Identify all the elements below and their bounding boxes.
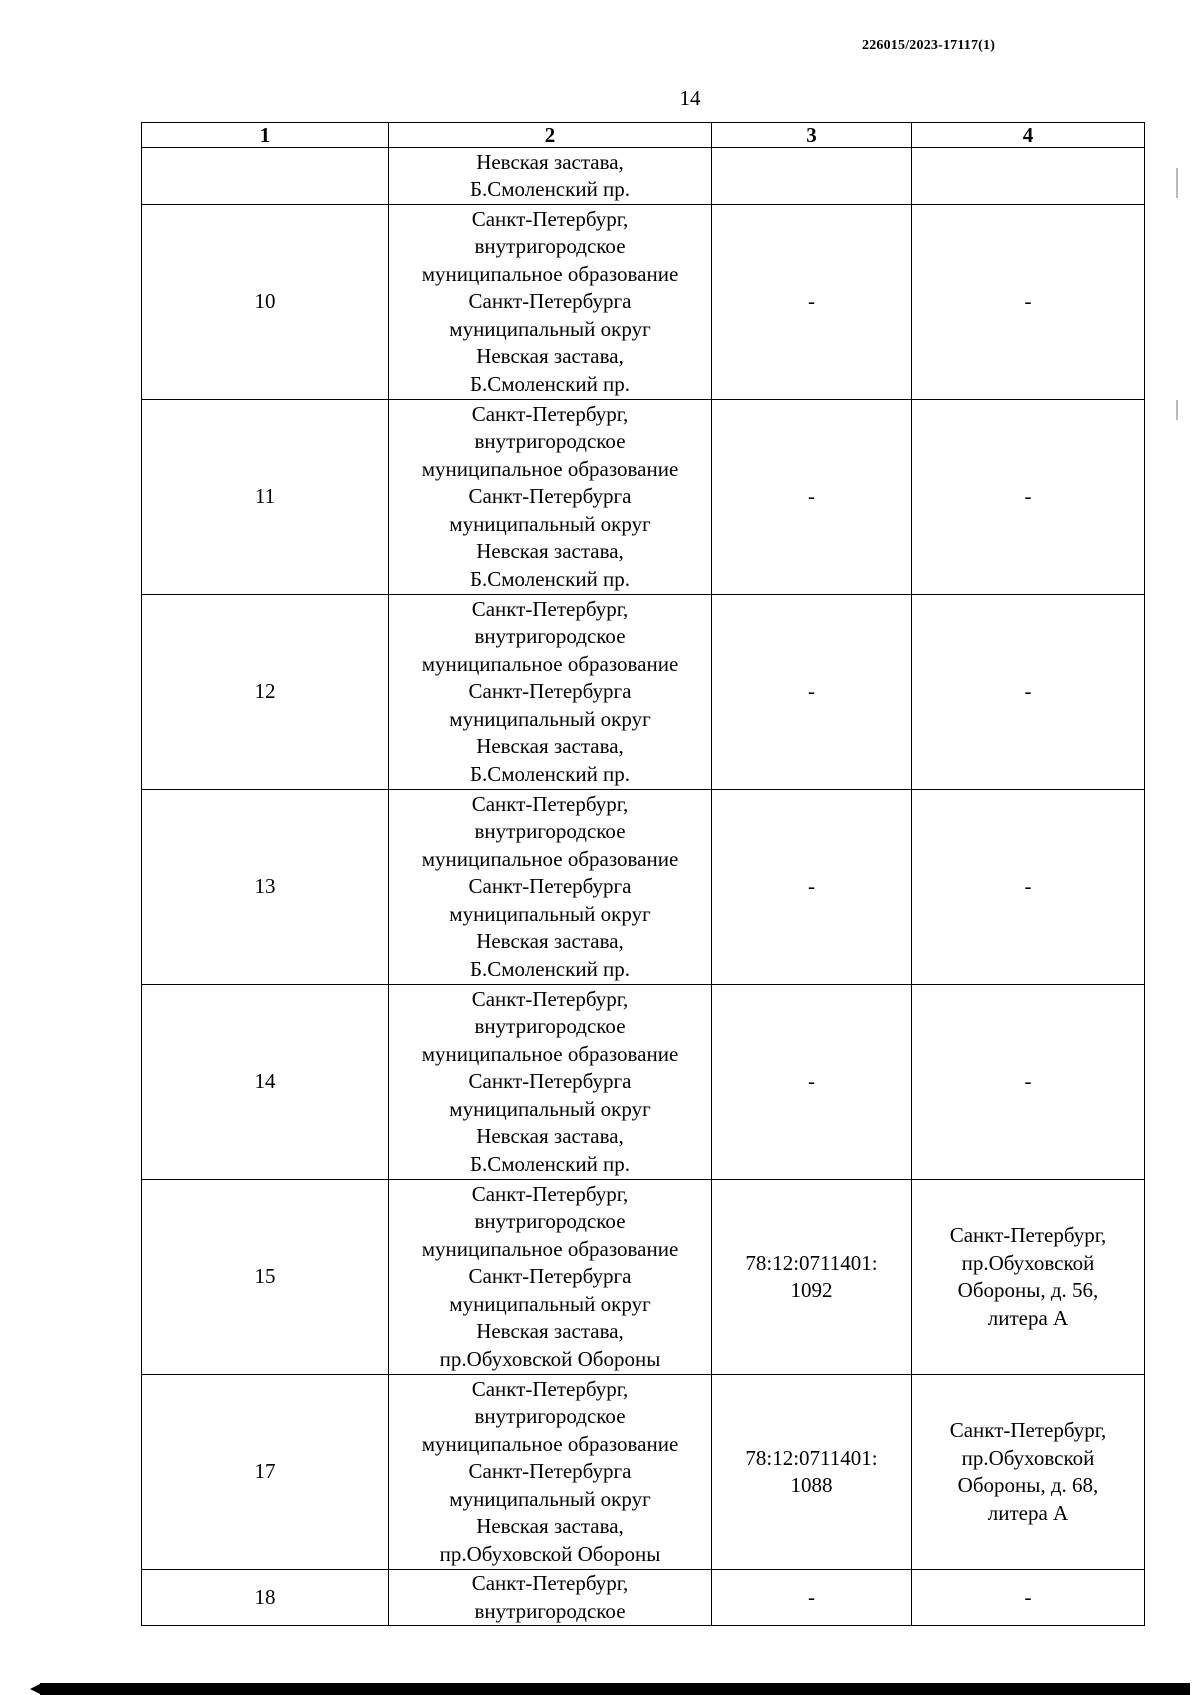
cadastral-number-line: 78:12:0711401:	[745, 1445, 878, 1470]
table-header-row	[142, 123, 1145, 148]
address-cell	[389, 1180, 712, 1375]
address-cell	[389, 1570, 712, 1626]
address-line: муниципальное образование	[421, 846, 679, 871]
cadastral-number-cell	[712, 1180, 912, 1375]
address-line: Б.Смоленский пр.	[469, 761, 631, 786]
location-cell	[912, 205, 1145, 400]
table-row	[142, 400, 1145, 595]
location-line: Санкт-Петербург,	[949, 1223, 1107, 1247]
address-line: внутригородское	[474, 234, 626, 259]
address-cell	[389, 1375, 712, 1570]
address-line: Санкт-Петербург,	[471, 401, 629, 426]
address-line: Невская застава,	[476, 929, 624, 954]
row-number-cell: 17	[142, 1375, 389, 1570]
location-cell	[912, 790, 1145, 985]
location-line: -	[1024, 1069, 1032, 1094]
address-line: Санкт-Петербурга	[468, 1264, 632, 1289]
address-line: Б.Смоленский пр.	[469, 371, 631, 396]
cadastral-number-cell	[712, 595, 912, 790]
address-cell	[389, 205, 712, 400]
cadastral-number-cell	[712, 790, 912, 985]
address-line: муниципальное образование	[421, 1431, 679, 1456]
address-line: муниципальный округ	[449, 706, 651, 731]
table-row	[142, 985, 1145, 1180]
location-line: Санкт-Петербург,	[949, 1418, 1107, 1442]
location-line: -	[1024, 874, 1032, 899]
row-number-cell: 15	[142, 1180, 389, 1375]
cadastral-number-cell	[712, 400, 912, 595]
address-line: внутригородское	[474, 1404, 626, 1429]
table-row	[142, 1180, 1145, 1375]
land-plot-table	[141, 122, 1144, 1626]
address-line: Санкт-Петербург,	[471, 791, 629, 816]
address-line: Санкт-Петербург,	[471, 1571, 629, 1595]
address-line: внутригородское	[474, 1014, 626, 1039]
location-line: -	[1024, 679, 1032, 704]
address-line: Б.Смоленский пр.	[469, 566, 631, 591]
cadastral-number-line: -	[808, 484, 815, 509]
document-id: 226015/2023-17117(1)	[862, 38, 996, 53]
address-line: Санкт-Петербурга	[468, 484, 632, 509]
address-line: муниципальное образование	[421, 456, 679, 481]
address-line: муниципальное образование	[421, 651, 679, 676]
address-line: муниципальный округ	[449, 1096, 651, 1121]
row-number-cell: 10	[142, 205, 389, 400]
address-line: Санкт-Петербург,	[471, 1376, 629, 1401]
address-line: Санкт-Петербурга	[468, 874, 632, 899]
address-line: внутригородское	[474, 819, 626, 844]
cadastral-number-cell	[712, 205, 912, 400]
location-line: пр.Обуховской	[961, 1250, 1095, 1275]
address-line: внутригородское	[474, 624, 626, 649]
location-cell	[912, 595, 1145, 790]
cadastral-number-line: 1088	[790, 1473, 833, 1497]
address-line: муниципальное образование	[421, 261, 679, 286]
address-line: внутригородское	[474, 1209, 626, 1234]
address-line: Невская застава,	[476, 1319, 624, 1344]
scan-margin-mark	[1176, 168, 1178, 198]
address-line: Невская застава,	[476, 1514, 624, 1539]
cadastral-number-cell	[712, 1570, 912, 1626]
address-line: муниципальный округ	[449, 1291, 651, 1316]
address-line: Санкт-Петербург,	[471, 1181, 629, 1206]
address-line: Невская застава,	[476, 344, 624, 369]
cadastral-number-line: -	[808, 289, 815, 314]
address-line: муниципальный округ	[449, 511, 651, 536]
location-line: пр.Обуховской	[961, 1445, 1095, 1470]
row-number-cell	[142, 148, 389, 205]
cadastral-number-line: -	[808, 1069, 815, 1094]
column-header-4: 4	[912, 123, 1145, 148]
row-number-cell: 13	[142, 790, 389, 985]
table-row	[142, 148, 1145, 205]
column-header-3: 3	[712, 123, 912, 148]
cadastral-number-cell	[712, 985, 912, 1180]
address-line: муниципальное образование	[421, 1236, 679, 1261]
location-cell	[912, 1180, 1145, 1375]
row-number-cell: 12	[142, 595, 389, 790]
address-line: Санкт-Петербурга	[468, 679, 632, 704]
column-header-1: 1	[142, 123, 389, 148]
address-line: Санкт-Петербурга	[468, 1069, 632, 1094]
cadastral-number-line: -	[808, 1584, 815, 1609]
address-line: Б.Смоленский пр.	[469, 1151, 631, 1176]
address-line: Санкт-Петербурга	[468, 289, 632, 314]
cadastral-number-cell	[712, 148, 912, 205]
location-line: -	[1024, 1584, 1032, 1609]
address-line: Невская застава,	[476, 1124, 624, 1149]
address-line: внутригородское	[474, 1598, 626, 1623]
page-number: 14	[679, 86, 701, 110]
scan-margin-mark	[1176, 400, 1178, 420]
table	[141, 122, 1145, 1626]
address-cell	[389, 148, 712, 205]
location-cell	[912, 400, 1145, 595]
table-row	[142, 1375, 1145, 1570]
address-cell	[389, 985, 712, 1180]
address-line: пр.Обуховской Обороны	[439, 1541, 661, 1566]
location-line: литера А	[987, 1305, 1069, 1330]
location-cell	[912, 1375, 1145, 1570]
address-line: муниципальный округ	[449, 901, 651, 926]
address-line: муниципальный округ	[449, 316, 651, 341]
location-line: Обороны, д. 68,	[957, 1473, 1099, 1497]
table-row	[142, 205, 1145, 400]
cadastral-number-line: -	[808, 874, 815, 899]
address-line: муниципальный округ	[449, 1486, 651, 1511]
address-line: Б.Смоленский пр.	[469, 956, 631, 981]
address-line: муниципальное образование	[421, 1041, 679, 1066]
address-line: Б.Смоленский пр.	[469, 177, 631, 201]
address-cell	[389, 595, 712, 790]
table-row	[142, 1570, 1145, 1626]
column-header-2: 2	[389, 123, 712, 148]
address-cell	[389, 400, 712, 595]
table-body	[142, 148, 1145, 1626]
location-line: Обороны, д. 56,	[957, 1278, 1099, 1302]
cadastral-number-line: 1092	[790, 1278, 833, 1302]
location-line: литера А	[987, 1500, 1069, 1525]
address-line: Санкт-Петербург,	[471, 986, 629, 1011]
address-line: Невская застава,	[476, 149, 624, 174]
address-line: Санкт-Петербург,	[471, 206, 629, 231]
table-row	[142, 595, 1145, 790]
address-line: Санкт-Петербург,	[471, 596, 629, 621]
location-line: -	[1024, 289, 1032, 314]
address-line: Невская застава,	[476, 734, 624, 759]
row-number-cell: 14	[142, 985, 389, 1180]
location-cell	[912, 1570, 1145, 1626]
address-line: пр.Обуховской Обороны	[439, 1346, 661, 1371]
row-number-cell: 18	[142, 1570, 389, 1626]
address-line: Санкт-Петербурга	[468, 1459, 632, 1484]
address-line: внутригородское	[474, 429, 626, 454]
location-cell	[912, 148, 1145, 205]
address-line: Невская застава,	[476, 539, 624, 564]
location-cell	[912, 985, 1145, 1180]
row-number-cell: 11	[142, 400, 389, 595]
cadastral-number-cell	[712, 1375, 912, 1570]
cadastral-number-line: 78:12:0711401:	[745, 1250, 878, 1275]
address-cell	[389, 790, 712, 985]
table-row	[142, 790, 1145, 985]
cadastral-number-line: -	[808, 679, 815, 704]
scan-edge-band	[40, 1683, 1190, 1695]
location-line: -	[1024, 484, 1032, 509]
